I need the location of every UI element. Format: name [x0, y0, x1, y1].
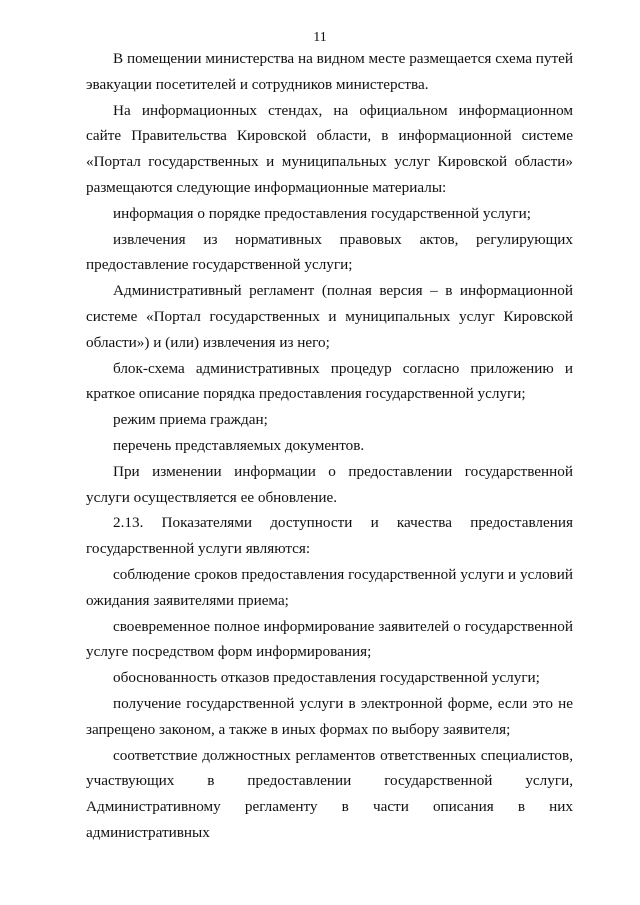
- paragraph-electronic-form: получение государственной услуги в электронной форме, если это не запрещено законом, а также в иных формах по выбору заявителя;: [86, 694, 573, 738]
- paragraph-evacuation-scheme: В помещении министерства на видном месте размещается схема путей эвакуации посетителей и сотрудников министерства.: [86, 50, 573, 93]
- paragraph-legal-extracts: извлечения из нормативных правовых актов, регулирующих предоставление государственной услуги;: [86, 230, 573, 274]
- paragraph-document-list: перечень представляемых документов.: [113, 436, 365, 454]
- paragraph-info-stands: На информационных стендах, на официальном информационном сайте Правительства Кировской области, в информационной системе «Портал государственных и муниципальных услуг Кировской области» размещаются следующие информационные материалы:: [86, 101, 573, 196]
- paragraph-admin-regulation: Административный регламент (полная версия – в информационной системе «Портал государственных и муниципальных услуг Кировской области») и (или) извлечения из него;: [86, 282, 573, 351]
- paragraph-info-update: При изменении информации о предоставлении государственной услуги осуществляется ее обновление.: [86, 462, 573, 506]
- paragraph-section-2-13: 2.13. Показателями доступности и качества предоставления государственной услуги являются:: [86, 514, 573, 558]
- paragraph-flowchart: блок-схема административных процедур согласно приложению и краткое описание порядка предоставления государственной услуги;: [86, 359, 573, 403]
- paragraph-timely-informing: своевременное полное информирование заявителей о государственной услуге посредством форм информирования;: [86, 617, 573, 661]
- page-number: 11: [313, 30, 327, 45]
- paragraph-job-regulations: соответствие должностных регламентов ответственных специалистов, участвующих в предоставлении государственной услуги, Административному регламенту в части описания в них административных: [86, 746, 573, 841]
- paragraph-refusal-validity: обоснованность отказов предоставления государственной услуги;: [113, 669, 540, 687]
- paragraph-reception-hours: режим приема граждан;: [113, 411, 268, 429]
- document-body: [86, 46, 573, 846]
- paragraph-deadlines: соблюдение сроков предоставления государственной услуги и условий ожидания заявителями приема;: [86, 565, 573, 609]
- paragraph-info-procedure: информация о порядке предоставления государственной услуги;: [113, 204, 532, 222]
